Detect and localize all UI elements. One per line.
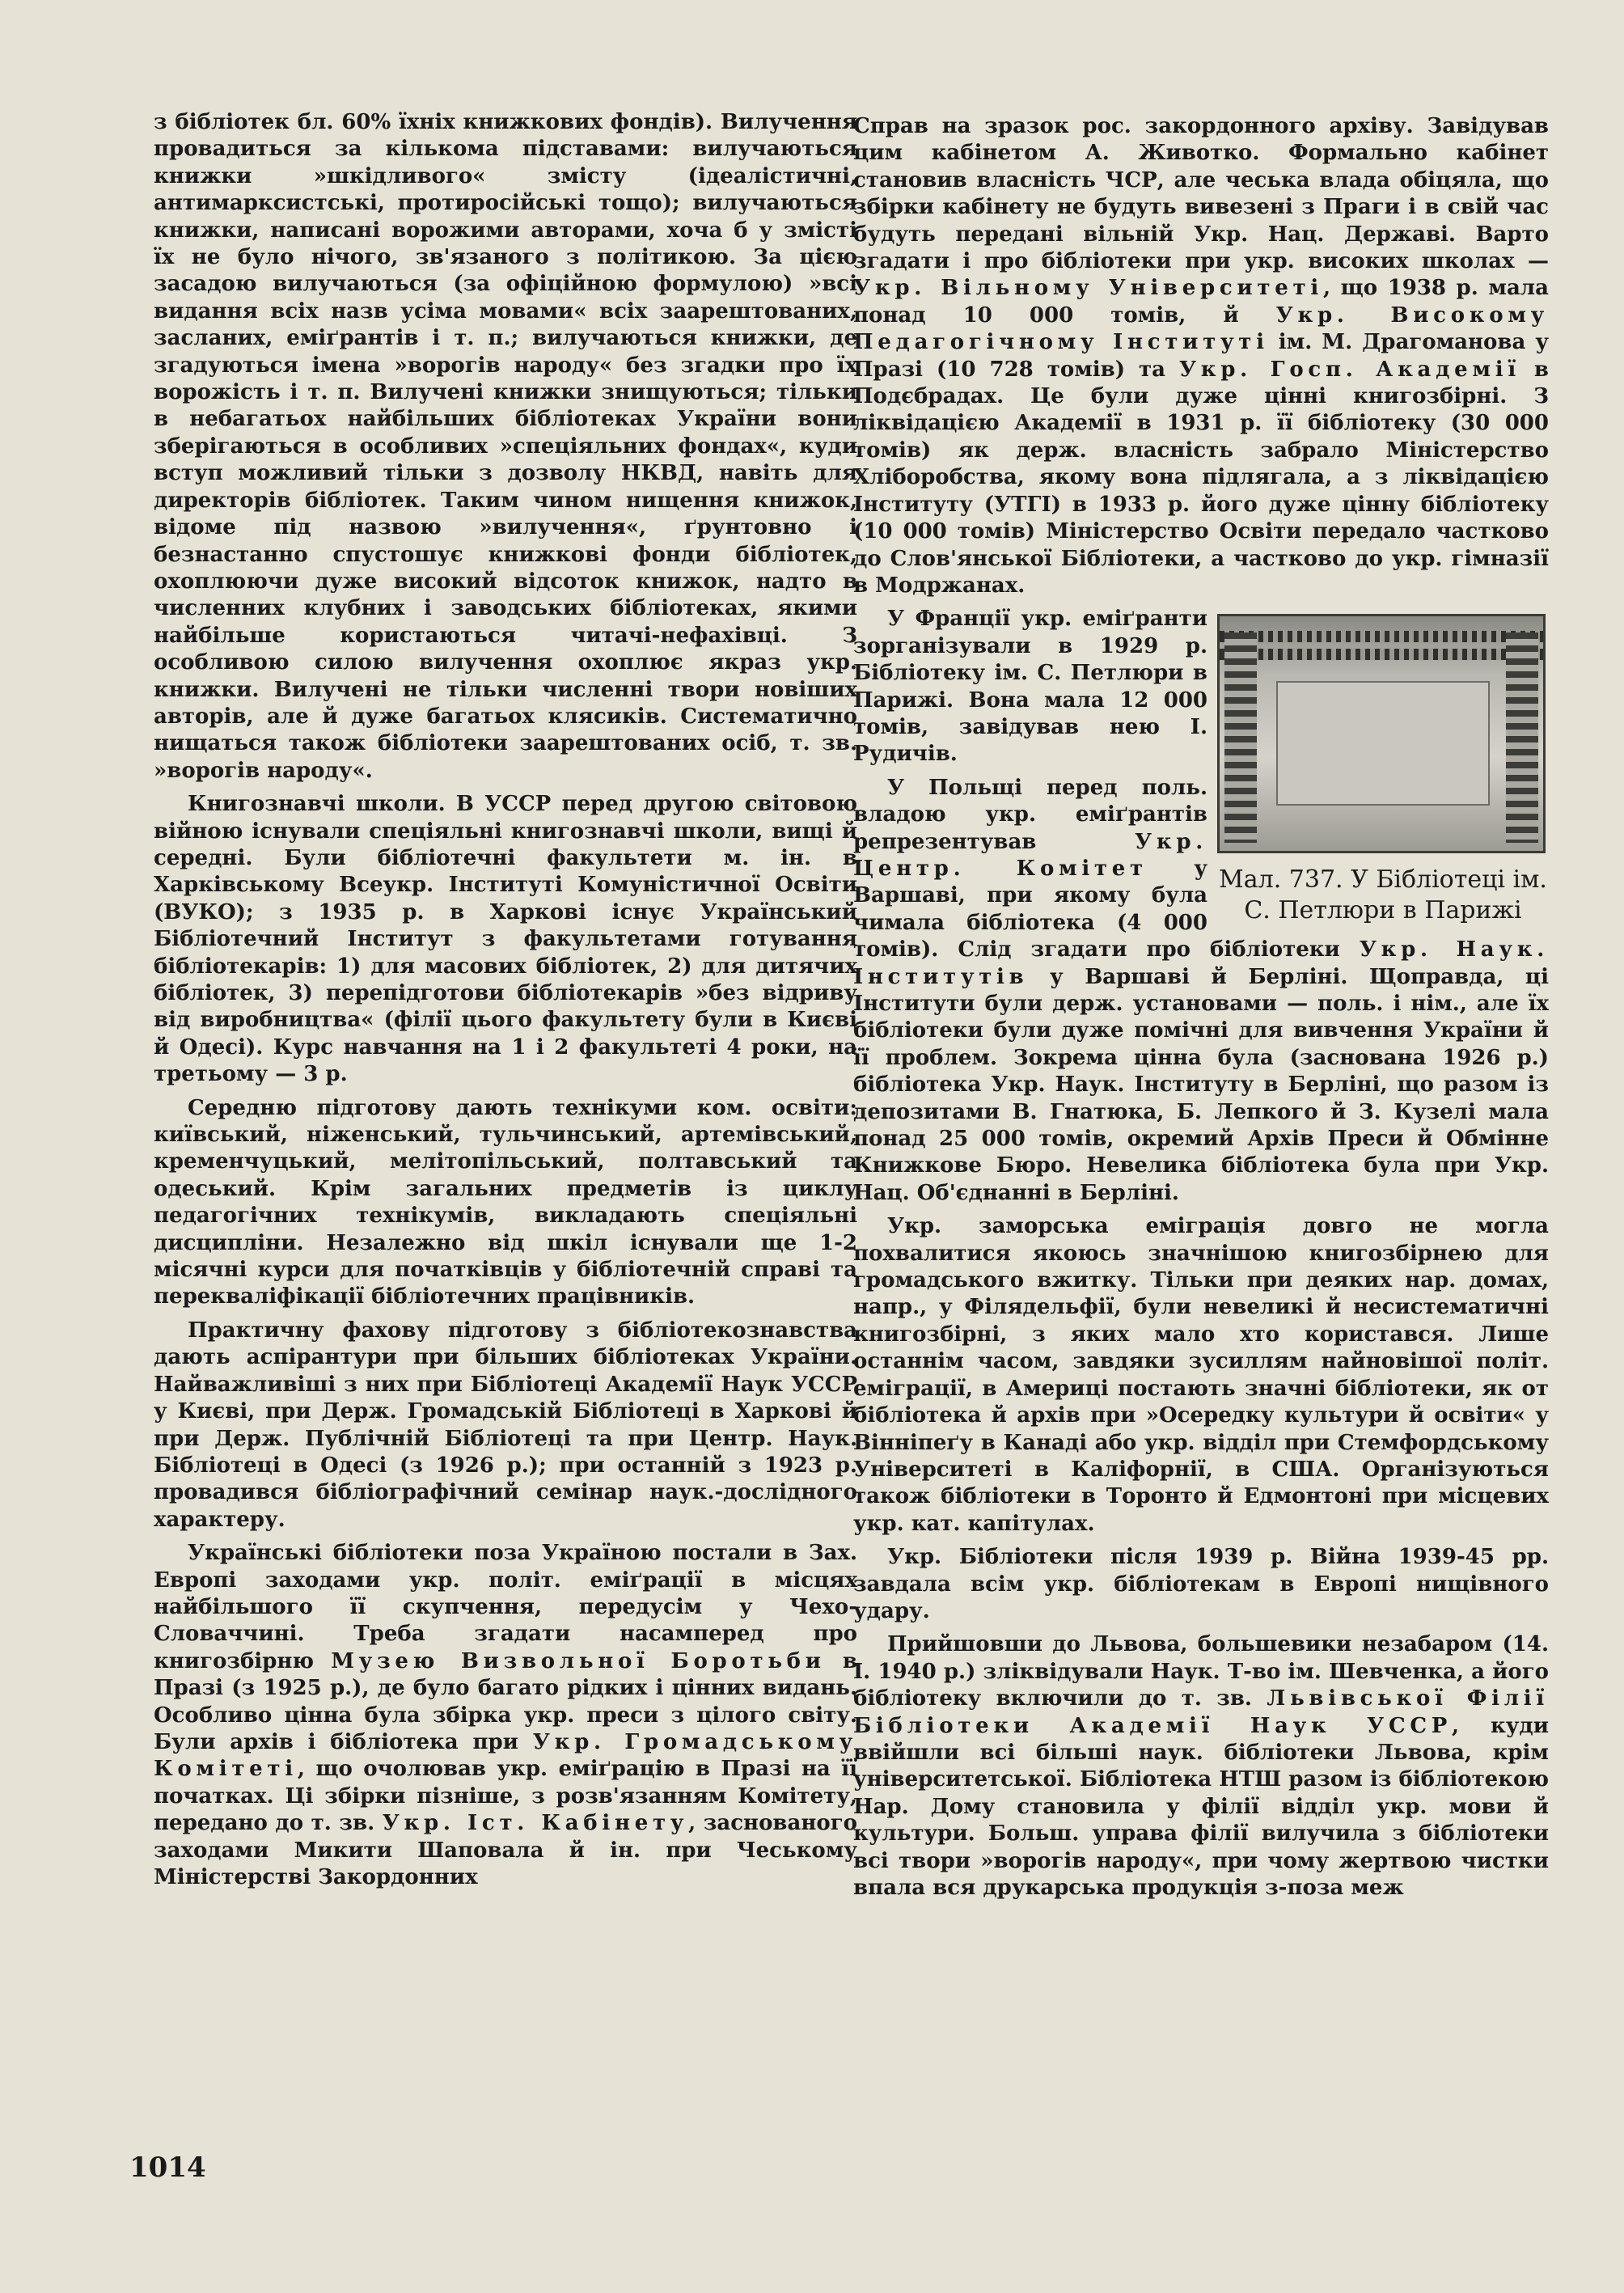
paragraph [154, 791, 857, 1088]
paragraph-text: , заснованого заходами Микити Шаповала й ін. при Чеському Міністерстві Закордонних [154, 1811, 857, 1889]
emphasized-name: Укр. Іст. Кабінету [382, 1811, 689, 1836]
emphasized-name: Укр. Вільному Університеті [853, 276, 1323, 301]
emphasized-name: Укр. Високому Педагогічному Інституті [853, 302, 1549, 355]
emphasized-name: Укр. Госп. Академії [1178, 357, 1520, 382]
page-number: 1014 [129, 2151, 206, 2184]
bookcase-left [1224, 632, 1257, 843]
emphasized-name: Укр. Громадському Комітеті [154, 1729, 857, 1782]
paragraph-text: Війна 1939-45 рр. завдала всім укр. бібліотекам в Европі нищівного удару. [853, 1545, 1549, 1623]
paragraph-text: , куди ввійшли всі більші наук. бібліотеки Львова, крім університетської. Бібліотека НТШ разом із бібліотекою Нар. Дому становила у філії відділ укр. мови й культури. Больш. управа філії вилучила з бібліотеки всі твори »ворогів народу«, при чому жертвою чистки впала вся друкарська продукція з-поза меж [853, 1713, 1549, 1900]
paragraph-text: в Празі (з 1925 р.), де було багато рідких і цінних видань. Особливо цінна була збірка укр. преси з цілого світу. Були архів і бібліотека при [154, 1648, 857, 1754]
paragraph [853, 113, 1549, 599]
paragraph-text: Справ на зразок рос. закордонного архіву. Завідував цим кабінетом А. Животко. Формально кабінет становив власність ЧСР, але чеська влада обіцяла, що збірки кабінету не будуть вивезені з Праги і в свій час будуть передані вільній Укр. Нац. Державі. Варто згадати і про бібліотеки при укр. високих школах — [853, 114, 1549, 274]
paragraph [853, 1631, 1549, 1902]
paragraph-text: ім. М. Драгоманова у Празі (10 728 томів) та [853, 330, 1549, 382]
paragraph-text: , що очолював укр. еміґрацію в Празі на її початках. Ці збірки пізніше, з розв'язанням Комітету, передано до т. зв. [154, 1757, 857, 1836]
emphasized-name: Укр. Наук. Інститутів [853, 937, 1549, 989]
emphasized-name: Укр. Центр. Комітет [853, 829, 1207, 881]
figure-737 [1217, 614, 1549, 926]
library-photo [1217, 614, 1546, 853]
section-heading: Книгознавчі школи. [188, 792, 446, 817]
paragraph-text: у Варшаві, при якому була чимала бібліотека (4 000 томів). Слід згадати про бібліотеки [853, 856, 1360, 962]
paragraph-text: , що 1938 р. мала понад 10 000 томів, й [853, 276, 1549, 328]
portrait-wall [1276, 681, 1490, 806]
paragraph: У Франції укр. еміґранти зорганізували в 1929 р. Бібліотеку ім. С. Петлюри в Парижі. Вона мала 12 000 томів, завідував нею І. Рудичів. [853, 607, 1207, 767]
paragraph-text: в Подєбрадах. Це були дуже цінні книгозбірні. З ліквідацією Академії в 1931 р. її бібліотеку (30 000 томів) як держ. власність забрало Міністерство Хліборобства, якому вона підлягала, а з ліквідацією Інституту (УТГІ) в 1933 р. його дуже цінну бібліотеку (10 000 томів) Міністерство Освіти передало частково до Слов'янської Бібліотеки, а частково до укр. гімназії в Модржанах. [853, 357, 1550, 598]
bookshelf-strip [1220, 649, 1543, 660]
paragraph [853, 1544, 1549, 1625]
paragraph-text: постали в Зах. Европі заходами укр. політ. еміґрації в місцях найбільшого її скупчення, передусім у Чехо-Словаччині. Треба згадати насамперед про книгозбірню [154, 1541, 857, 1673]
paragraph-text: Прийшовши до Львова, большевики незабаром (14. I. 1940 р.) зліквідували Наук. Т-во ім. Шевченка, а його бібліотеку включили до т. зв. [853, 1632, 1549, 1711]
paragraph-text: В УССР перед другою світовою війною існували спеціяльні книгознавчі школи, вищі й середні. Були бібліотечні факультети м. ін. в Харківському Всеукр. Інституті Комуністичної Освіти (ВУКО); з 1935 р. в Харкові існує Український Бібліотечний Інститут з факультетами готування бібліотекарів: 1) для масових бібліотек, 2) для дитячих бібліотек, 3) перепідготови бібліотекарів »без відриву від виробництва« (філії цього факультету були в Києві й Одесі). Курс навчання на 1 і 2 факультеті 4 роки, на третьому — 3 р. [154, 792, 857, 1087]
paragraph [154, 1540, 857, 1891]
bookcase-right [1506, 632, 1538, 843]
paragraph: з бібліотек бл. 60% їхніх книжкових фондів). Вилучення провадиться за кількома підставами: вилучаються книжки »шкідливого« змісту (ідеалістичні, антимарксистські, протиросійські тощо); вилучаються книжки, написані ворожими авторами, хоча б у змісті їх не було нічого, зв'язаного з політикою. За цією засадою вилучаються (за офіційною формулою) »всі видання всіх назв усіма мовами« всіх заарештованих, засланих, еміґрантів і т. п.; вилучаються книжки, де згадуються імена »ворогів народу« без згадки про їх ворожість і т. п. Вилучені книжки знищуються; тільки в небагатьох найбільших бібліотеках України вони зберігаються в особливих »спеціяльних фондах«, куди вступ можливий тільки з дозволу НКВД, навіть для директорів бібліотек. Таким чином нищення книжок, відоме під назвою »вилучення«, ґрунтовно і безнастанно спустошує книжкові фонди бібліотек, охоплюючи дуже високий відсоток книжок, надто в численних клубних і заводських бібліотеках, якими найбільше користаються читачі-нефахівці. З особливою силою вилучення охоплює якраз укр. книжки. Вилучені не тільки численні твори новіших авторів, але й дуже багатьох клясиків. Систематично нищаться також бібліотеки заарештованих осіб, т. зв. »ворогів народу«. [154, 110, 857, 783]
figure-caption: Мал. 737. У Бібліотеці ім. С. Петлюри в Парижі [1219, 865, 1547, 925]
right-column [853, 113, 1549, 1908]
emphasized-name: Музею Визвольної Боротьби [331, 1648, 826, 1673]
paragraph: Середню підготову дають технікуми ком. освіти: київський, ніженський, тульчинський, артемівський, кременчуцький, мелітопільський, полтавський та одеський. Крім загальних предметів із циклу педагогічних технікумів, викладають спеціяльні дисципліни. Незалежно від шкіл існували ще 1-2 місячні курси для початківців у бібліотечній справі та перекваліфікації бібліотечних працівників. [154, 1095, 857, 1309]
paragraph-text: у Варшаві й Берліні. Щоправда, ці Інститути були держ. установами — поль. і нім., але їх бібліотеки були дуже помічні для вивчення України й її проблем. Зокрема цінна була (заснована 1926 р.) бібліотека Укр. Наук. Інституту в Берліні, що разом із депозитами В. Гнатюка, Б. Лепкого й З. Кузелі мала понад 25 000 томів, окремий Архів Преси й Обмінне Книжкове Бюро. Невелика бібліотека була при Укр. Нац. Об'єднанні в Берліні. [853, 964, 1549, 1205]
left-column [154, 109, 857, 1897]
bookshelf-strip [1220, 631, 1543, 642]
emphasized-name: Львівської Філії Бібліотеки Академії Наук УССР [853, 1686, 1549, 1738]
section-heading: Українські бібліотеки поза Україною [188, 1541, 662, 1566]
paragraph: Практичну фахову підготову з бібліотекознавства дають аспірантури при більших бібліотеках України. Найважливіші з них при Бібліотеці Академії Наук УССР у Києві, при Держ. Громадській Бібліотеці в Харкові й при Держ. Публічній Бібліотеці та при Центр. Наук. Бібліотеці в Одесі (з 1926 р.); при останній з 1923 р. провадився бібліографічний семінар наук.-дослідного характеру. [154, 1318, 857, 1532]
paragraph: Укр. заморська еміграція довго не могла похвалитися якоюсь значнішою книгозбірнею для громадського вжитку. Тільки при деяких нар. домах, напр., у Філядельфії, були невеликі й несистематичні книгозбірні, з яких мало хто користався. Лише останнім часом, завдяки зусиллям найновішої політ. еміграції, в Америці постають значні бібліотеки, як от бібліотека й архів при »Осередку культури й освіти« у Вінніпеґу в Канаді або укр. відділ при Стемфордському Університеті в Каліфорнії, в США. Організуються також бібліотеки в Торонто й Едмонтоні при місцевих укр. кат. капітулах. [853, 1214, 1549, 1536]
paragraph-text: У Польщі перед поль. владою укр. еміґрантів репрезентував [853, 775, 1207, 854]
section-heading: Укр. Бібліотеки після 1939 р. [887, 1545, 1293, 1570]
